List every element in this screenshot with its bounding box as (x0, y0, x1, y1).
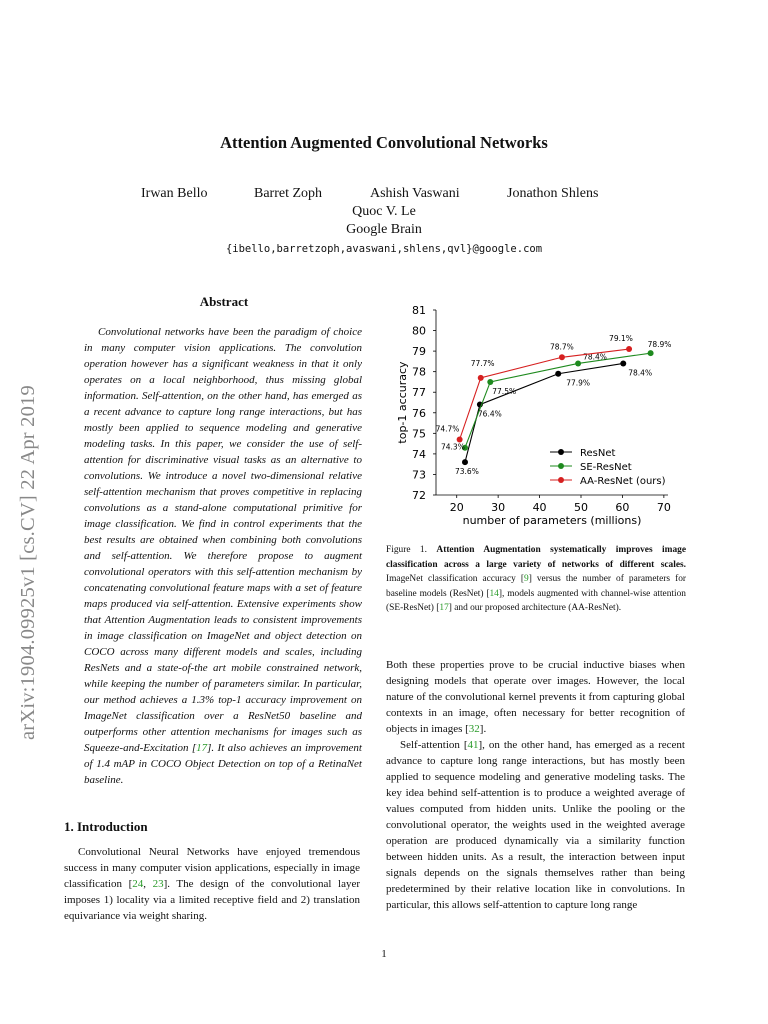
data-label: 73.6% (455, 467, 479, 477)
abstract-heading: Abstract (199, 294, 249, 309)
data-point (648, 350, 654, 356)
citation-link[interactable]: 32 (468, 723, 480, 735)
y-tick-label: 75 (412, 427, 426, 441)
data-point (559, 354, 565, 360)
right-column-body (386, 657, 685, 913)
data-label: 77.9% (566, 378, 591, 388)
x-tick-label: 30 (491, 501, 506, 514)
caption-label: Figure 1. (386, 545, 427, 555)
data-label: 78.4% (628, 368, 653, 378)
data-label: 77.5% (492, 386, 517, 396)
y-axis-label: top-1 accuracy (396, 361, 409, 444)
x-axis-label: number of parameters (millions) (462, 514, 642, 527)
data-label: 77.7% (470, 358, 495, 368)
data-point (555, 371, 561, 377)
citation-link[interactable]: 17 (439, 603, 449, 613)
data-label: 74.3% (441, 442, 465, 452)
email-address: {ibello,barretzoph,avaswani,shlens,qvl}@google.com (225, 243, 543, 255)
body-text-part: Self-attention [ (400, 739, 468, 751)
author-name: Quoc V. Le (352, 204, 416, 219)
author-name: Irwan Bello (141, 186, 208, 201)
intro-text-part: , (143, 878, 153, 890)
abstract-text-part: Convolutional networks have been the paradigm of choice in many computer vision applications. The convolution operation however has a significant weakness in that it only operates on a local neighborhood, thus missing global information. Self-attention, on the other hand, has emerged as a recent advance to capture long range interactions, but has mostly been applied to sequence modeling and generative modeling tasks. In this paper, we consider the use of self-attention for discriminative visual tasks as an alternative to convolutions. We introduce a novel two-dimensional relative self-attention mechanism that proves competitive in replacing convolutions as a stand-alone computational primitive for image classification. We find in control experiments that the best results are obtained when combining both convolutions and self-attention. We therefore propose to augment convolutional operators with this self-attention mechanism by concatenating convolutional feature maps with a set of feature maps produced via self-attention. Extensive experiments show that Attention Augmentation leads to consistent improvements in image classification on ImageNet and object detection on COCO across many different models and scales, including ResNets and a state-of-the art mobile constrained network, while keeping the number of parameters similar. In particular, our method achieves a 1.3% top-1 accuracy improvement on ImageNet classification over a ResNet50 baseline and outperforms other attention mechanisms for images such as Squeeze-and-Excitation [ (84, 326, 362, 754)
caption-bold-text: Attention Augmentation systematically improves image classification across a large variety of networks of different scales. (386, 545, 686, 570)
data-point (575, 360, 581, 366)
citation-link[interactable]: 14 (489, 588, 499, 599)
body-text-part: Both these properties prove to be crucial inductive biases when designing models that operate over images. However, the local nature of the convolutional kernel prevents it from capturing global contexts in an image, often necessary for better recognition of objects in images [ (386, 659, 685, 735)
y-tick-label: 72 (412, 489, 426, 502)
body-text-part: ], on the other hand, has emerged as a recent advance to capture long range interactions, but has mostly been applied to sequence modeling and generative modeling tasks. The key idea behind self-attention is to produce a weighted average of values computed from hidden units. Unlike the pooling or the convolutional operator, the weights used in the weighted average operation are produced dynamically via a similarity function between hidden units. As a result, the interaction between input signals depends on the signals themselves rather than being predetermined by their relative location like in convolutions. In particular, this allows self-attention to capture long range (386, 739, 685, 911)
citation-link[interactable]: 23 (152, 878, 164, 890)
author-name: Jonathon Shlens (507, 186, 599, 201)
abstract-text (84, 324, 362, 788)
y-tick-label: 80 (412, 324, 426, 338)
author-name: Barret Zoph (254, 186, 323, 201)
caption-text-part: ImageNet classification accuracy [ (386, 574, 524, 584)
affiliation: Google Brain (346, 222, 422, 237)
body-text-part: ]. (479, 723, 487, 735)
x-tick-label: 60 (615, 501, 630, 514)
x-tick-label: 20 (449, 501, 464, 514)
data-point (457, 437, 463, 443)
y-tick-label: 73 (412, 468, 426, 482)
intro-paragraph (64, 844, 360, 924)
y-tick-label: 78 (412, 365, 426, 379)
data-point (626, 346, 632, 352)
data-point (462, 459, 468, 465)
author-name: Ashish Vaswani (370, 186, 460, 201)
x-tick-label: 70 (656, 501, 671, 514)
y-tick-label: 74 (412, 447, 426, 461)
legend-marker (558, 463, 564, 469)
data-label: 79.1% (609, 334, 633, 344)
y-tick-label: 81 (412, 304, 426, 317)
section-heading: 1. Introduction (64, 819, 148, 834)
body-paragraph (386, 657, 685, 737)
data-label: 78.7% (549, 342, 574, 352)
caption-text-part: ], models augmented with channel-wise attention (SE-ResNet) [ (386, 588, 686, 613)
citation-link[interactable]: 24 (132, 878, 144, 890)
data-label: 76.4% (477, 409, 502, 419)
data-label: 74.7% (435, 424, 460, 434)
arxiv-stamp: arXiv:1904.09925v1 [cs.CV] 22 Apr 2019 (17, 385, 39, 740)
intro-text-part: Convolutional Neural Networks have enjoyed tremendous success in many computer vision applications, especially in image classification [ (64, 846, 360, 890)
y-tick-label: 79 (412, 345, 426, 359)
data-point (478, 375, 484, 381)
y-tick-label: 76 (412, 406, 426, 420)
data-label: 78.9% (647, 340, 672, 350)
intro-text-part: ]. The design of the convolutional layer imposes 1) locality via a limited receptive field and 2) translation equivariance via weight sharing. (64, 878, 361, 922)
figure-caption (386, 543, 686, 616)
citation-link[interactable]: 17 (196, 742, 208, 754)
abstract-text-part: ]. It also achieves an improvement of 1.4 mAP in COCO Object Detection on top of a RetinaNet baseline. (84, 742, 362, 786)
x-tick-label: 40 (532, 501, 547, 514)
data-point (487, 379, 493, 385)
legend-label: SE-ResNet (580, 462, 632, 473)
data-point (620, 360, 626, 366)
caption-text-part: ] and our proposed architecture (AA-ResNet). (448, 603, 622, 613)
legend-label: AA-ResNet (ours) (580, 476, 666, 487)
body-paragraph (386, 737, 685, 913)
data-label: 78.4% (583, 352, 607, 362)
legend-marker (558, 449, 564, 455)
citation-link[interactable]: 41 (467, 739, 479, 751)
citation-link[interactable]: 9 (524, 574, 529, 584)
paper-title: Attention Augmented Convolutional Networks (220, 133, 548, 152)
y-tick-label: 77 (412, 386, 426, 400)
legend-label: ResNet (580, 448, 616, 459)
accuracy-vs-params-chart (386, 300, 686, 532)
caption-text-part: ] versus the number of parameters for baseline models (ResNet) [ (386, 574, 686, 599)
page-number: 1 (381, 948, 387, 960)
legend-marker (558, 477, 564, 483)
x-tick-label: 50 (574, 501, 588, 514)
